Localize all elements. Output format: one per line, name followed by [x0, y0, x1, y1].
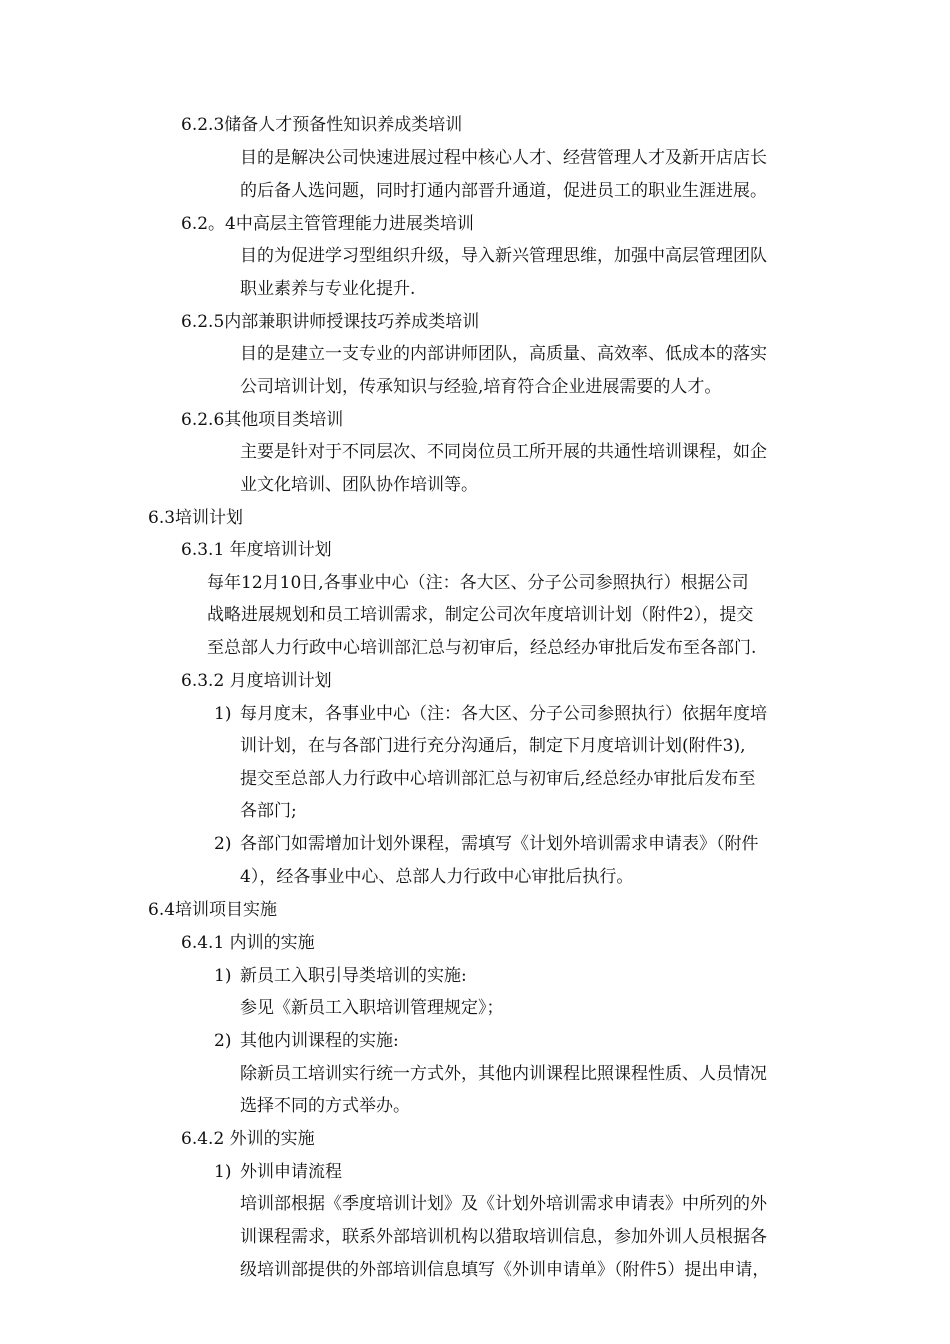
- list-item-line: 各部门;: [240, 801, 297, 821]
- heading-6-2-4: 6.2。4中高层主管管理能力进展类培训: [181, 214, 474, 234]
- paragraph-line: 至总部人力行政中心培训部汇总与初审后，经总经办审批后发布至各部门.: [207, 638, 757, 658]
- list-item-line: 除新员工培训实行统一方式外，其他内训课程比照课程性质、人员情况: [240, 1064, 767, 1084]
- list-item-line: 培训部根据《季度培训计划》及《计划外培训需求申请表》中所列的外: [240, 1194, 767, 1214]
- heading-6-3-1: 6.3.1 年度培训计划: [181, 540, 332, 560]
- paragraph-line: 目的为促进学习型组织升级，导入新兴管理思维，加强中高层管理团队: [240, 246, 767, 266]
- heading-6-3: 6.3培训计划: [148, 508, 244, 528]
- list-number: 1): [214, 704, 232, 724]
- paragraph-line: 职业素养与专业化提升.: [240, 279, 416, 299]
- heading-6-4-2: 6.4.2 外训的实施: [181, 1129, 315, 1149]
- list-item-line: 各部门如需增加计划外课程，需填写《计划外培训需求申请表》（附件: [240, 834, 759, 854]
- heading-6-2-3: 6.2.3储备人才预备性知识养成类培训: [181, 115, 463, 135]
- list-number: 1): [214, 1162, 232, 1182]
- list-item-line: 训课程需求，联系外部培训机构以猎取培训信息，参加外训人员根据各: [240, 1227, 767, 1247]
- list-item-line: 新员工入职引导类培训的实施:: [240, 966, 467, 986]
- list-item-line: 4），经各事业中心、总部人力行政中心审批后执行。: [240, 867, 634, 887]
- paragraph-line: 公司培训计划，传承知识与经验,培育符合企业进展需要的人才。: [240, 377, 722, 397]
- paragraph-line: 的后备人选问题，同时打通内部晋升通道，促进员工的职业生涯进展。: [240, 181, 767, 201]
- list-item-line: 训计划，在与各部门进行充分沟通后，制定下月度培训计划(附件3),: [240, 736, 746, 756]
- paragraph-line: 目的是建立一支专业的内部讲师团队，高质量、高效率、低成本的落实: [240, 344, 767, 364]
- heading-6-4: 6.4培训项目实施: [148, 900, 278, 920]
- list-number: 1): [214, 966, 232, 986]
- heading-6-2-5: 6.2.5内部兼职讲师授课技巧养成类培训: [181, 312, 480, 332]
- list-item-line: 每月度末，各事业中心（注：各大区、分子公司参照执行）依据年度培: [240, 704, 767, 724]
- list-item-line: 级培训部提供的外部培训信息填写《外训申请单》（附件5）提出申请，: [240, 1260, 770, 1280]
- paragraph-line: 战略进展规划和员工培训需求，制定公司次年度培训计划（附件2），提交: [207, 605, 754, 625]
- heading-6-4-1: 6.4.1 内训的实施: [181, 933, 315, 953]
- list-item-line: 选择不同的方式举办。: [240, 1096, 410, 1116]
- paragraph-line: 目的是解决公司快速进展过程中核心人才、经营管理人才及新开店店长: [240, 148, 767, 168]
- list-item-line: 其他内训课程的实施:: [240, 1031, 399, 1051]
- heading-6-3-2: 6.3.2 月度培训计划: [181, 671, 332, 691]
- paragraph-line: 每年12月10日,各事业中心（注：各大区、分子公司参照执行）根据公司: [207, 573, 749, 593]
- list-number: 2): [214, 1031, 232, 1051]
- list-item-line: 外训申请流程: [240, 1162, 342, 1182]
- list-item-line: 提交至总部人力行政中心培训部汇总与初审后,经总经办审批后发布至: [240, 769, 756, 789]
- paragraph-line: 主要是针对于不同层次、不同岗位员工所开展的共通性培训课程，如企: [240, 442, 767, 462]
- heading-6-2-6: 6.2.6其他项目类培训: [181, 410, 344, 430]
- list-item-line: 参见《新员工入职培训管理规定》；: [240, 998, 504, 1018]
- paragraph-line: 业文化培训、团队协作培训等。: [240, 475, 478, 495]
- list-number: 2): [214, 834, 232, 854]
